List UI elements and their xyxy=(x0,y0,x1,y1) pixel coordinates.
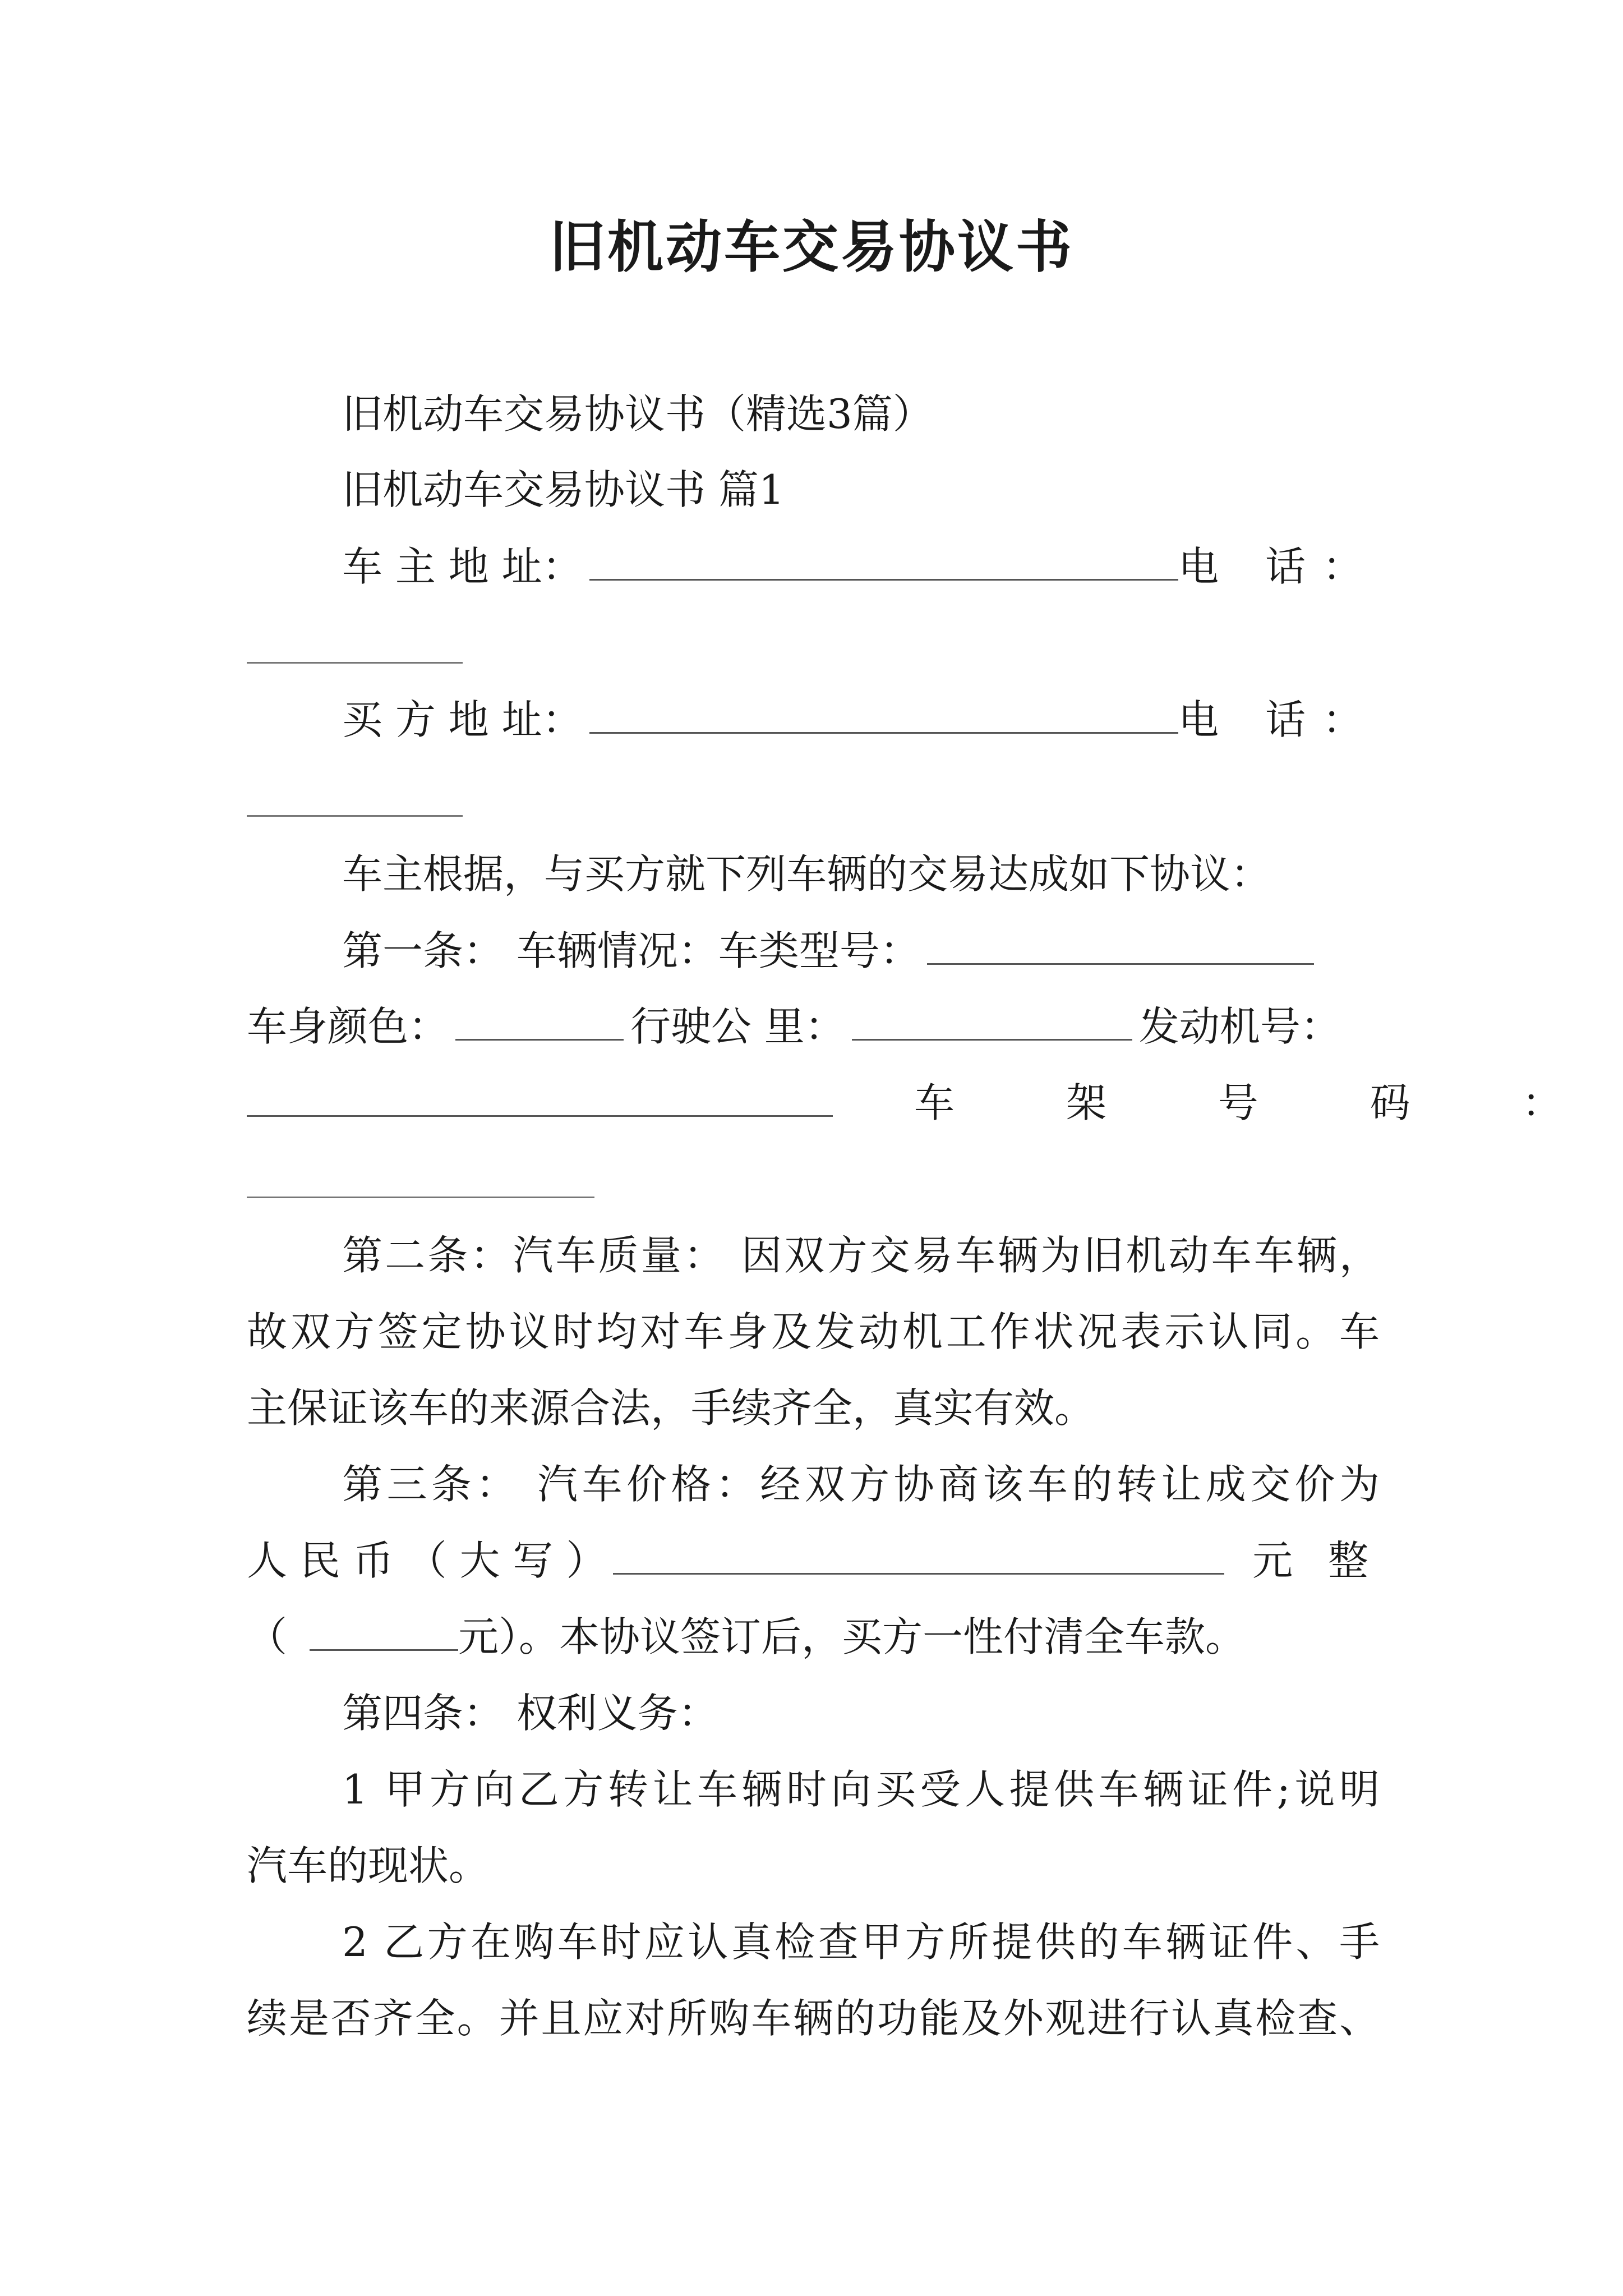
clause1-line3 xyxy=(247,1076,1612,1130)
clause4-item1-line1: 1 甲方向乙方转让车辆时向买受人提供车辆证件;说明 xyxy=(342,1766,1380,1813)
buyer-phone-blank[interactable] xyxy=(247,815,463,817)
owner-address-blank[interactable] xyxy=(589,540,1178,581)
clause3-line1: 第三条： 汽车价格：经双方协商该车的转让成交价为 xyxy=(342,1461,1380,1508)
subtitle: 旧机动车交易协议书（精选3篇） xyxy=(342,390,933,438)
buyer-address-label: 买 方 地 址： xyxy=(342,696,583,743)
owner-phone-blank[interactable] xyxy=(247,662,463,664)
buyer-address-blank[interactable] xyxy=(589,693,1178,734)
mileage-blank[interactable] xyxy=(852,1000,1132,1041)
clause2-line3: 主保证该车的来源合法，手续齐全，真实有效。 xyxy=(247,1384,1095,1432)
owner-address-row xyxy=(247,540,1380,593)
engine-number-blank[interactable] xyxy=(247,1076,833,1117)
document-title: 旧机动车交易协议书 xyxy=(549,214,1074,280)
color-blank[interactable] xyxy=(455,1000,624,1041)
frame-number-blank[interactable] xyxy=(247,1197,594,1198)
clause4-item2-line1: 2 乙方在购车时应认真检查甲方所提供的车辆证件、手 xyxy=(342,1918,1380,1966)
article-heading: 旧机动车交易协议书 篇1 xyxy=(342,466,785,513)
clause4-heading: 第四条： 权利义务： xyxy=(342,1690,718,1737)
clause4-item1-line2: 汽车的现状。 xyxy=(247,1842,490,1889)
owner-phone-label: 电 话： xyxy=(1178,543,1380,590)
yuan-label: 元 整 xyxy=(1252,1537,1380,1584)
vehicle-model-blank[interactable] xyxy=(927,924,1314,965)
open-paren: （ xyxy=(247,1613,288,1660)
frame-label: 车 架 号 码 ： xyxy=(914,1079,1612,1126)
rmb-uppercase-label: 人 民 币 （ 大 写 ） xyxy=(247,1537,607,1584)
clause4-item2-line2: 续是否齐全。并且应对所购车辆的功能及外观进行认真检查、 xyxy=(247,1995,1380,2042)
owner-address-label: 车 主 地 址： xyxy=(342,543,583,590)
clause1-line2 xyxy=(247,1000,1380,1053)
clause3-line3-text: 元）。本协议签订后，买方一性付清全车款。 xyxy=(458,1613,1246,1660)
color-label: 车身颜色： xyxy=(247,1003,449,1050)
price-uppercase-blank[interactable] xyxy=(613,1534,1224,1575)
buyer-address-row xyxy=(247,693,1380,747)
buyer-phone-label: 电 话： xyxy=(1178,696,1380,743)
mileage-label: 行驶公 里： xyxy=(630,1003,845,1050)
clause1-prefix: 第一条： 车辆情况：车类型号： xyxy=(342,927,920,974)
intro-paragraph: 车主根据，与买方就下列车辆的交易达成如下协议： xyxy=(342,850,1271,898)
clause3-line2 xyxy=(247,1534,1380,1588)
price-number-blank[interactable] xyxy=(310,1610,458,1651)
clause2-line2: 故双方签定协议时均对车身及发动机工作状况表示认同。车 xyxy=(247,1308,1380,1355)
engine-label: 发动机号： xyxy=(1138,1003,1341,1050)
clause2-line1: 第二条：汽车质量： 因双方交易车辆为旧机动车车辆， xyxy=(342,1232,1380,1279)
clause3-line3 xyxy=(247,1610,1380,1664)
clause1-line1 xyxy=(247,924,1380,978)
